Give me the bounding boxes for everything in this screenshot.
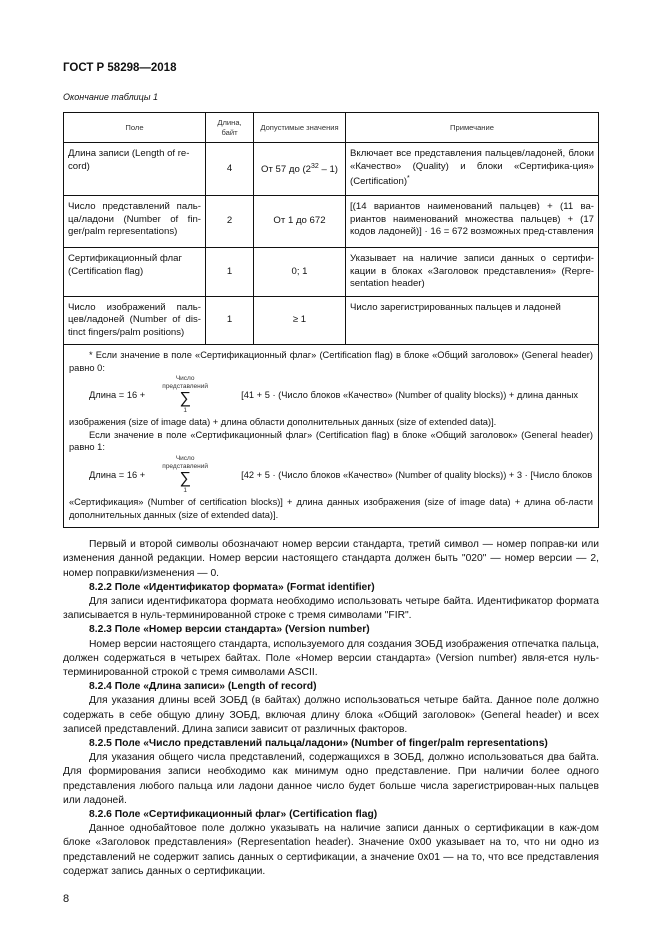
cell-note: Указывает на наличие записи данных о сертифи-кации в блоках «Заголовок представления» (Repre-sentation header)	[346, 248, 599, 297]
formula-left: Длина = 16 +	[89, 469, 146, 480]
section-heading: 8.2.5 Поле «Число представлений пальца/ладони» (Number of finger/palm representations)	[89, 738, 548, 749]
sigma-icon: ∑	[179, 470, 191, 488]
page-content	[63, 112, 599, 905]
page-number: 8	[63, 893, 70, 906]
table-row	[64, 248, 599, 297]
paragraph: Для указания общего числа представлений, содержащихся в ЗОБД, должно использоваться два байта. Для формирования записи необходимо как минимум одно представление. При наличии более одного представления любого пальца или ладони данное число будет больше числа зарегистрирован-ных пальцев или ладоней.	[63, 752, 599, 806]
formula-continuation: изображения (size of image data) + длина области дополнительных данных (size of extended data)].	[69, 417, 497, 428]
table-row	[64, 296, 599, 345]
sum-upper: Число представлений	[162, 375, 209, 390]
footnote-row	[64, 345, 599, 528]
sum-lower: 1	[183, 487, 187, 495]
table-row	[64, 143, 599, 196]
note-text: Включает все представления пальцев/ладоней, блоки «Качество» (Quality) и блоки «Сертифика-ция» (Certification)	[350, 148, 594, 188]
col-header-values: Допустимые значения	[254, 113, 346, 143]
cell-values: 0; 1	[254, 248, 346, 297]
cell-field: Сертификационный флаг (Certification flag)	[64, 248, 206, 297]
paragraph: Для записи идентификатора формата необходимо использовать четыре байта. Идентификатор формата записывается в нуль-терминированной строке с тремя символами "FIR".	[63, 595, 599, 622]
values-text: От 57 до (2	[261, 164, 311, 176]
sum-lower: 1	[183, 407, 187, 415]
formula-continuation: «Сертификация» (Number of certification blocks)] + длина данных изображения (size of image data) + длина об-ласти дополнительных данных (size of extended data)].	[69, 496, 593, 520]
body-text	[63, 538, 599, 879]
cell-field: Число представлений паль-ца/ладони (Number of fin-ger/palm representations)	[64, 196, 206, 248]
section-heading: 8.2.6 Поле «Сертификационный флаг» (Certification flag)	[89, 809, 378, 821]
sum-symbol	[159, 375, 211, 415]
sum-upper: Число представлений	[162, 455, 209, 470]
cell-length: 2	[206, 196, 254, 248]
cell-note: [(14 вариантов наименований пальцев) + (11 ва-риантов наименований множества пальцев) + (17 кодов ладоней)] · 16 = 672 возможных пред-ставления	[346, 196, 599, 248]
paragraph: Первый и второй символы обозначают номер версии стандарта, третий символ — номер поправ-ки или изменения данной редакции. Номер версии настоящего стандарта должен быть "020" — номер версии — 2, номер поправки/изменения — 0.	[63, 539, 599, 579]
cell-note	[346, 143, 599, 196]
section-heading: 8.2.2 Поле «Идентификатор формата» (Format identifier)	[89, 581, 375, 593]
sigma-icon: ∑	[179, 390, 191, 408]
exponent: 32	[311, 163, 319, 171]
values-text: – 1)	[318, 164, 338, 176]
formula-left: Длина = 16 +	[89, 389, 146, 400]
footnote-paragraph: * Если значение в поле «Сертификационный флаг» (Certification flag) в блоке «Общий заголовок» (General header) равно 0:	[69, 350, 593, 373]
formula-right: [41 + 5 · (Число блоков «Качество» (Number of quality blocks)) + длина данных	[241, 389, 579, 400]
formula-right: [42 + 5 · (Число блоков «Качество» (Number of quality blocks)) + 3 · [Число блоков	[241, 469, 593, 480]
cell-note: Число зарегистрированных пальцев и ладоней	[346, 296, 599, 345]
cell-values: От 1 до 672	[254, 196, 346, 248]
table-header-row	[64, 113, 599, 143]
cell-length: 1	[206, 248, 254, 297]
formula-2	[69, 454, 593, 496]
col-header-length: Длина, байт	[206, 113, 254, 143]
cell-values	[254, 143, 346, 196]
cell-length: 4	[206, 143, 254, 196]
cell-field: Число изображений паль-цев/ладоней (Number of dis-tinct fingers/palm positions)	[64, 296, 206, 345]
paragraph: Данное однобайтовое поле должно указывать на наличие записи данных о сертификации в каж-дом блоке «Заголовок представления» (Representation header). Значение 0x00 указывает на то, что ни одно из представлений не содержит запись данных о сертификации, а значение 0x01 — на то, что все представления содержат запись данных о сертификации.	[63, 823, 599, 877]
formula-1	[69, 374, 593, 416]
footnote-mark: *	[407, 175, 410, 182]
sum-symbol	[159, 455, 211, 495]
footnote-paragraph: Если значение в поле «Сертификационный флаг» (Certification flag) в блоке «Общий заголовок» (General header) равно 1:	[69, 429, 593, 453]
fields-table	[63, 112, 599, 528]
cell-values: ≥ 1	[254, 296, 346, 345]
cell-field: Длина записи (Length of re-cord)	[64, 143, 206, 196]
section-heading: 8.2.4 Поле «Длина записи» (Length of record)	[89, 681, 317, 693]
table-caption: Окончание таблицы 1	[63, 92, 158, 102]
section-heading: 8.2.3 Поле «Номер версии стандарта» (Version number)	[89, 624, 370, 636]
col-header-field: Поле	[64, 113, 206, 143]
table-footnote	[64, 345, 599, 528]
col-header-note: Примечание	[346, 113, 599, 143]
paragraph: Номер версии настоящего стандарта, используемого для создания ЗОБД изображения отпечатка пальца, должен содержаться в четырех байтах. Поле «Номер версии стандарта» (Version number) явля-ется нуль-терминированной строкой с тремя символами ASCII.	[63, 638, 599, 678]
cell-length: 1	[206, 296, 254, 345]
paragraph: Для указания длины всей ЗОБД (в байтах) должно использоваться четыре байта. Данное поле должно содержать в себе общую длину ЗОБД, включая длину блока «Общий заголовок» (General header) и всех записей представлений. Длина записи зависит от различных факторов.	[63, 695, 599, 735]
document-header: ГОСТ Р 58298—2018	[63, 62, 177, 74]
table-row	[64, 196, 599, 248]
